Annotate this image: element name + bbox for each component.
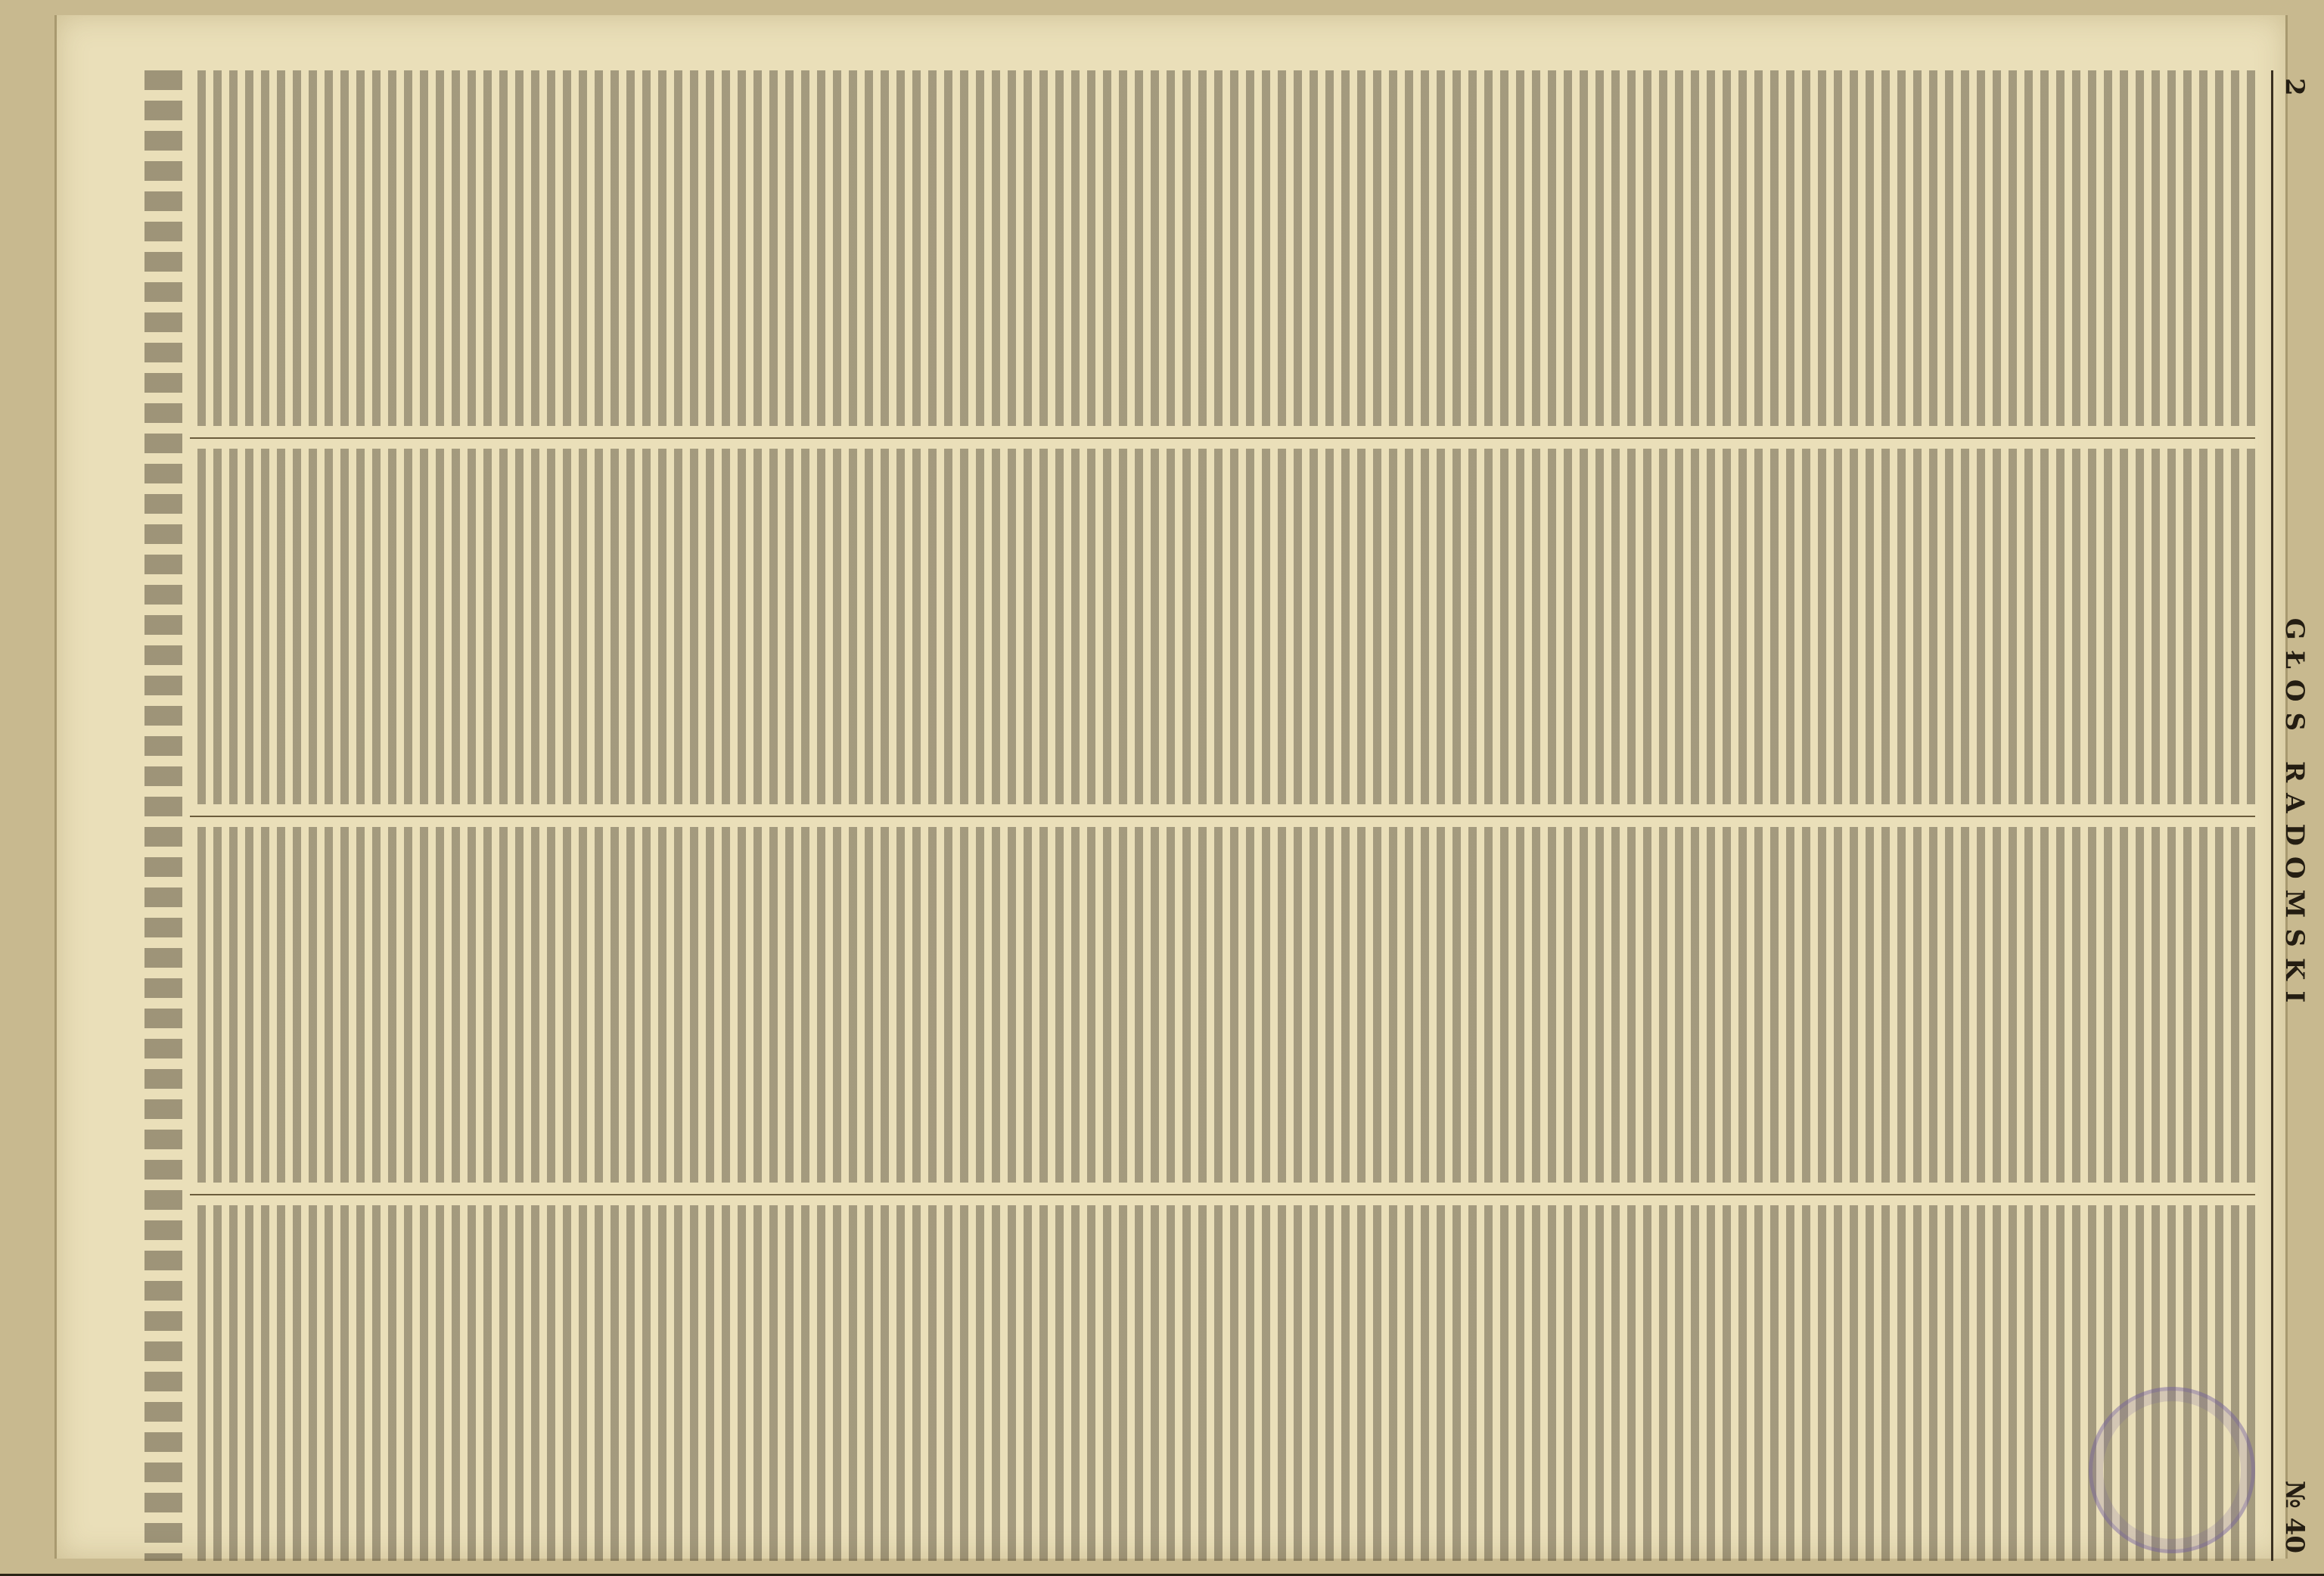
masthead — [2271, 70, 2316, 1561]
column-1 — [190, 70, 2255, 426]
column-3 — [190, 827, 2255, 1183]
advertisement-banner — [144, 70, 182, 1561]
page-number: 2 — [2279, 78, 2310, 96]
page-content — [137, 55, 2324, 1576]
column-text — [190, 70, 2255, 426]
column-divider — [190, 1194, 2255, 1195]
column-text — [190, 1205, 2255, 1561]
column-4 — [190, 1205, 2255, 1561]
column-divider — [190, 437, 2255, 439]
column-2 — [190, 449, 2255, 804]
column-text — [190, 827, 2255, 1183]
library-stamp — [2089, 1387, 2255, 1553]
column-text — [190, 449, 2255, 804]
paper-title: GŁOS RADOMSKI — [2279, 617, 2310, 1014]
issue-number: № 40 — [2279, 1480, 2310, 1553]
column-divider — [190, 816, 2255, 817]
newspaper-page — [54, 15, 2310, 1559]
